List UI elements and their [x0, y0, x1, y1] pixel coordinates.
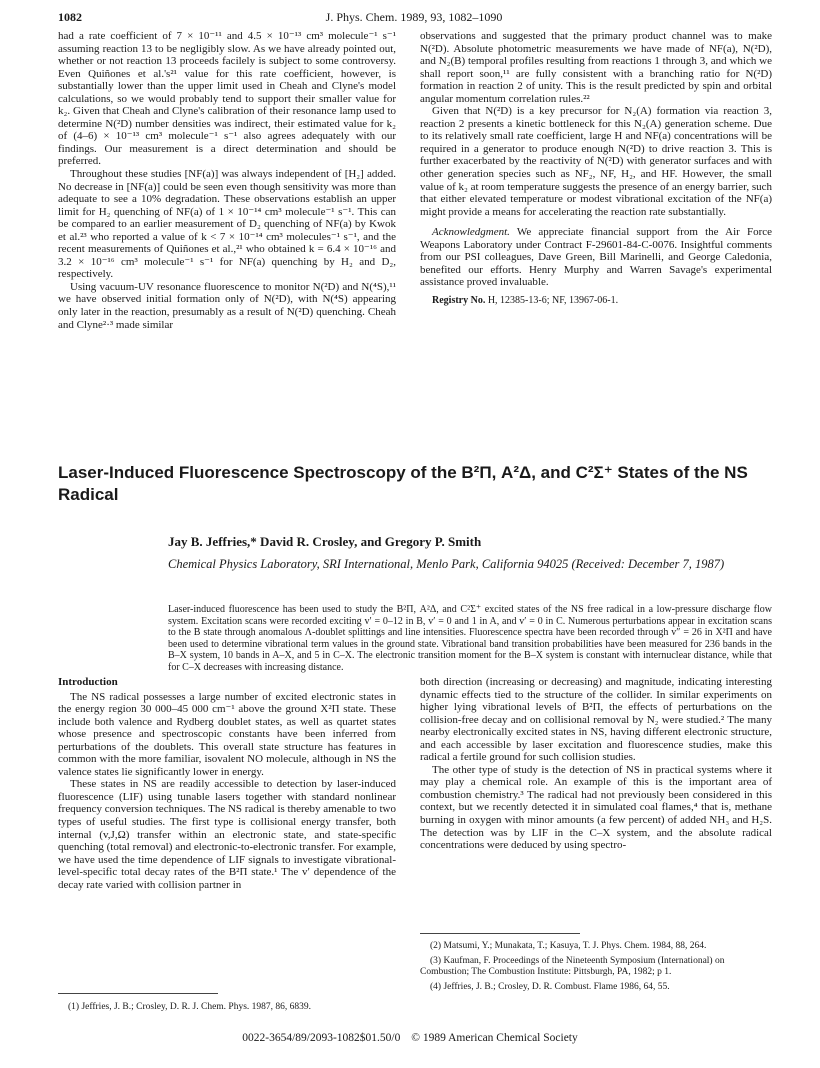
running-head	[58, 10, 770, 28]
article-title: Laser-Induced Fluorescence Spectroscopy of the B²Π, A²Δ, and C²Σ⁺ States of the NS Radical	[58, 463, 748, 504]
footnote: (4) Jeffries, J. B.; Crosley, D. R. Combust. Flame 1986, 64, 55.	[430, 982, 670, 992]
footnote: (2) Matsumi, Y.; Munakata, T.; Kasuya, T. J. Phys. Chem. 1984, 88, 264.	[430, 941, 707, 951]
abstract: Laser-induced fluorescence has been used to study the B²Π, A²Δ, and C²Σ⁺ excited states of the NS free radical in a low-pressure discharge flow system. Excitation scans were recorded exciting v′ = 0–12 in B, v′ = 0 and 1 in A, and v′ = 0 in C. Numerous perturbations appear in excitation scans to the B state through anomalous Λ-doublet splittings and line intensities. Fluorescence spectra have been recorded through v″ = 26 in X²Π and have been used to determine vibrational term values in the ground state. Vibrational band transition probabilities have been measured for 236 bands in the B–X system, 10 bands in A–X, and 5 in C–X. The electronic transition moment for the B–X system is constant with internuclear distance, while that for C–X decreases with increasing distance.	[168, 604, 772, 673]
introduction-right-column	[420, 676, 772, 852]
article-code: 0022-3654/89/2093-1082$01.50/0	[242, 1032, 401, 1044]
affiliation: Chemical Physics Laboratory, SRI International, Menlo Park, California 94025 (Received: December 7, 1987)	[168, 557, 725, 571]
footnotes-right	[420, 941, 772, 997]
paragraph: both direction (increasing or decreasing) and magnitude, indicating interesting dynamic effects tied to the structure of the collider. In similar experiments on higher lying vibrational levels of B²Π, the effects of perturbations on the collision-free decay and on collisional removal by N₂ were studied.² The many nearby electronically excited states in NS, having different electronic structure, and each accessible by laser excitation and fluorescence studies, make this radical a fertile ground for such collision studies.	[420, 676, 772, 764]
paragraph: These states in NS are readily accessible to detection by laser-induced fluorescence (LIF) using tunable lasers together with standard nonlinear frequency conversion techniques. The NS radical is thereby amenable to two types of useful studies. The first type is collisional energy transfer, both internal (v,J,Ω) transfer within an electronic state, and state-specific quenching (total removal) and electronic-to-electronic transfer. For example, we have used the time dependence of LIF signals to investigate vibrational-level-specific total decay rates of the B²Π state.¹ The v′ dependence of the decay rate varied with collision partner in	[58, 778, 396, 891]
paragraph: Using vacuum-UV resonance fluorescence to monitor N(²D) and N(⁴S),¹¹ we have observed initial formation only of N(²D), with N(⁴S) appearing only later in the reaction, presumably as a result of N(²D) quenching. Cheah and Clyne²·³ made similar	[58, 280, 396, 331]
footnote-divider	[58, 993, 218, 994]
footnote: (1) Jeffries, J. B.; Crosley, D. R. J. Chem. Phys. 1987, 86, 6839.	[68, 1002, 312, 1012]
copyright: © 1989 American Chemical Society	[411, 1032, 578, 1044]
paragraph: The NS radical possesses a large number of excited electronic states in the energy region 30 000–45 000 cm⁻¹ above the ground X²Π state. These include both valence and Rydberg doublet states, as well as quartet states whose presence and spectroscopic constants have been inferred from perturbations of the doublets. This overall state structure has features in common with the more familiar, isovalent NO molecule, although in NS the valence states lie significantly lower in energy.	[58, 690, 396, 778]
paragraph: observations and suggested that the primary product channel was to make N(²D). Absolute photometric measurements we have made of NF(a), N(²D), and N₂(B) temporal profiles resulting from reactions 1 through 3, and which we shall report soon,¹¹ are fully consistent with a branching ratio for N(²D) formation in reaction 2 of unity. This is the result predicted by spin and orbital angular momentum correlation rules.²²	[420, 30, 772, 105]
registry-text: H, 12385-13-6; NF, 13967-06-1.	[485, 294, 619, 306]
previous-article-left-column	[58, 30, 396, 331]
footnotes-left	[58, 1002, 396, 1013]
paragraph: Given that N(²D) is a key precursor for N₂(A) formation via reaction 3, reaction 2 presents a kinetic bottleneck for this N₂(A) generation scheme. Due to its relatively small rate coefficient, large H and NF(a) concentrations will be required in a generator to produce enough N(²D) to drive reaction 3. This is further exacerbated by the reactivity of N(²D) with generator surfaces and with other generation species such as NF₂, NF, H₂, and HF. However, the small value of k₂ at room temperature suggests the presence of an energy barrier, such that either elevated temperature or modest vibrational excitation of the NF(a) might provide a means for accelerating the reaction rate substantially.	[420, 105, 772, 218]
page-footer	[0, 1032, 820, 1044]
authors: Jay B. Jeffries,* David R. Crosley, and Gregory P. Smith	[168, 534, 482, 549]
previous-article-right-column	[420, 30, 772, 307]
paragraph: The other type of study is the detection of NS in practical systems where it may play a chemical role. An example of this is the important area of combustion chemistry.³ The radical had not previously been considered in this context, but we recently detected it in simulated coal flames,⁴ that is, methane burning in oxygen with minor amounts (a few percent) of added NH₃ and H₂S. The detection was by LIF in the C–X system, and the absolute radical concentrations were deduced by using spectro-	[420, 763, 772, 852]
footnote: (3) Kaufman, F. Proceedings of the Nineteenth Symposium (International) on Combustion; The Combustion Institute: Pittsburgh, PA, 1982; p 1.	[420, 956, 725, 977]
acknowledgment-text: We appreciate financial support from the Air Force Weapons Laboratory under Contract F-29601-84-C-0076. Insightful comments from our PSI colleagues, Dave Green, Bill Marinelli, and George Caledonia, benefited our efforts. Henry Murphy and Warren Savage's experimental assistance proved invaluable.	[420, 226, 772, 289]
page-number: 1082	[58, 10, 82, 24]
introduction-left-column	[58, 676, 396, 891]
footnote-divider	[420, 933, 580, 934]
acknowledgment	[420, 226, 772, 289]
section-heading: Introduction	[58, 676, 118, 688]
journal-citation: J. Phys. Chem. 1989, 93, 1082–1090	[325, 10, 503, 24]
paragraph: had a rate coefficient of 7 × 10⁻¹¹ and 4.5 × 10⁻¹³ cm³ molecule⁻¹ s⁻¹ assuming reaction 13 to be negligibly slow. As we have already pointed out, whether or not reaction 13 proceeds facilely is subject to some controversy. Even Quiñones et al.'s²¹ value for this rate coefficient, however, is substantially lower than the upper limit used in Cheah and Clyne's model calculations, so we would probably tend to support their smaller value for k₂. Given that Cheah and Clyne's calibration of their resonance lamp used to determine N(²D) number densities was indirect, their estimated value for k₂ of (4–6) × 10⁻¹³ cm³ molecule⁻¹ s⁻¹ also agrees adequately with our findings. Our measurement is a direct determination and should be preferred.	[58, 30, 396, 168]
registry-label: Registry No.	[432, 294, 486, 306]
registry-numbers	[420, 295, 772, 308]
acknowledgment-label: Acknowledgment.	[432, 226, 510, 239]
paragraph: Throughout these studies [NF(a)] was always independent of [H₂] added. No decrease in [NF(a)] could be seen even though sensitivity was more than adequate to see a 10% degradation. These observations establish an upper limit for H₂ quenching of NF(a) of 1 × 10⁻¹⁴ cm³ molecule⁻¹ s⁻¹. This can be compared to an earlier measurement of D₂ quenching of NF(a) by Kwok et al.²³ who reported a value of k < 7 × 10⁻¹⁴ cm³ molecules⁻¹ s⁻¹, and the recent measurements of Quiñones et al.,²¹ who obtained k = 6.4 × 10⁻¹⁶ and 3.2 × 10⁻¹⁶ cm³ molecule⁻¹ s⁻¹ for NF(a) quenching by H₂ and D₂, respectively.	[58, 168, 396, 281]
